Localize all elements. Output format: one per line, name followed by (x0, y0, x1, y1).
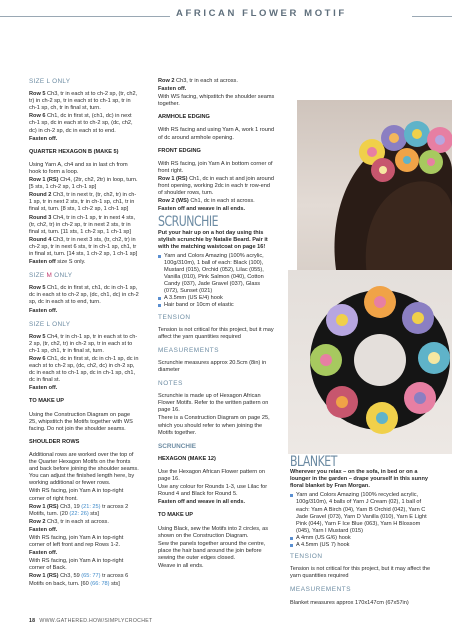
paragraph: Using the Construction Diagram on page 25, whipstitch the Motifs together with WS facing. Do not join the shoulder seams. (29, 411, 133, 432)
paragraph: Row 6 Ch1, dc in first st, (ch1, dc) in next ch-1 sp, dc in each st to ch-2 sp, (dc, ch2, dc) in ch-2 sp, dc in each st to end. (29, 113, 133, 134)
fasten-off-text: Fasten off. (29, 135, 58, 142)
section-heading: TO MAKE UP (29, 398, 65, 405)
paragraph: Row 5 Ch4, tr in ch-1 sp, tr in each st to ch-2 sp, (tr, ch2, tr) in ch-2 sp, tr in each st to ch-1 sp, ch1, tr in final st, turn. (29, 333, 138, 354)
size-heading: SIZE M ONLY (29, 272, 73, 280)
fasten-off-text: Fasten off. (29, 526, 58, 533)
fasten-off-text: Fasten off and weave in all ends. (158, 499, 246, 506)
paragraph: Using Black, sew the Motifs into 2 circles, as shown on the Construction Diagram. (158, 525, 269, 539)
paragraph: Tension is not critical for this project, but it may affect the yarn quantities required (158, 326, 274, 340)
paragraph: Row 2 Ch3, tr in each st across. (29, 518, 109, 525)
intro-text: Wherever you relax – on the sofa, in bed or on a lounger in the garden – drape yourself in this sunny floral blanket by Fran Morgan. (290, 469, 429, 490)
measurements-heading: MEASUREMENTS (158, 346, 220, 354)
size-heading: SIZE L ONLY (29, 320, 71, 328)
paragraph: With RS facing, join Yarn A in bottom corner of front right. (158, 160, 273, 174)
paragraph: Tension is not critical for this project, but it may affect the yarn quantities required (290, 566, 431, 580)
section-heading: ARMHOLE EDGING (158, 114, 210, 121)
paragraph: Row 2 (WS) Ch1, dc in each st across. (158, 198, 255, 205)
paragraph: Row 2 Ch3, tr in each st across. (158, 78, 238, 84)
header-rule-right (412, 16, 452, 17)
materials-list (290, 492, 432, 549)
list-item: Yarn and Colors Amazing (100% acrylic, 100g/310m), 1 ball of each: Black (100), Mustard (015), Orchid (052), Lilac (055), Vanilla (010), Pink Salmon (040), Cotton Candy (037), Jade Gravel (037), Glass (072), Sunset (021) (158, 253, 276, 296)
paragraph: Sew the panels together around the centre, place the hair band around the join before sewing the outer edges closed. (158, 540, 266, 561)
fasten-off-text: Fasten off. (29, 385, 58, 392)
blanket-title: BLANKET (290, 454, 337, 470)
paragraph: Row 1 (RS) Ch3, 19 (21: 25) tr across 2 Motifs, turn. (20 (22: 26) sts] (29, 503, 129, 517)
scrunchie-photo-flat (288, 270, 452, 454)
list-item: A 4.5mm (US 7) hook (290, 542, 432, 549)
section-heading: TO MAKE UP (158, 512, 194, 519)
paragraph: There is a Construction Diagram on page 25, which you should refer to when joining the Motifs together. (158, 415, 270, 436)
paragraph: Round 2 Ch3, tr in next tr, (tr, ch2, tr) in ch-1 sp, tr in next 2 sts, tr in ch-1 sp, ch1, tr in final st, turn. [8 sts, 1 ch-2 sp, 1 ch-1 sp] (29, 192, 137, 213)
section-heading: SHOULDER ROWS (29, 438, 80, 445)
footer-url: WWW.GATHERED.HOW/SIMPLYCROCHET (39, 618, 153, 624)
section-heading: HEXAGON (MAKE 12) (158, 455, 216, 462)
fasten-off-text: Fasten off. (158, 86, 187, 93)
hair-illustration (297, 100, 452, 276)
measurements-heading: MEASUREMENTS (290, 586, 352, 594)
materials-list (158, 253, 276, 310)
paragraph: Row 5 Ch1, dc in first st, ch1, dc in ch-1 sp, dc in each st to ch-2 sp, (dc, ch1, dc) in ch-2 sp, dc in each st to end, turn. (29, 285, 139, 306)
page-title: AFRICAN FLOWER MOTIF (176, 8, 347, 19)
paragraph: Round 3 Ch4, tr in ch-1 sp, tr in next 4 sts, (tr, ch2, tr) in ch-2 sp, tr in next 2 sts, tr in final st, turn. [11 sts, 1 ch-2 sp, 1 ch-1 sp] (29, 214, 136, 235)
paragraph: With RS facing, join Yarn A in top-right corner of right front. (29, 488, 124, 502)
list-item: Yarn and Colors Amazing (100% recycled acrylic, 100g/310m), 4 balls of Yarn J Cream (02), 1 ball of each: Yarn A Birch (04), Yarn B Orchid (042), Yarn C Jade Gravel (073), Yarn D Vanilla (010), Yarn E Light Pink (044), Yarn F Ice Blue (063), Yarn H Blossom (045), Yarn I Mustard (015) (290, 492, 432, 535)
paragraph: Scrunchie is made up of Hexagon African Flower Motifs. Refer to the written pattern on page 16. (158, 393, 269, 414)
page-number: 18 (29, 618, 36, 624)
paragraph: Using Yarn A, ch4 and ss in last ch from hook to form a loop. (29, 161, 128, 175)
column-1 (29, 78, 139, 589)
paragraph: Row 6 Ch1, dc in first st, dc in ch-1 sp, dc in each st to ch-2 sp, (dc, ch2, dc) in ch-2 sp, dc in each st to ch-1 sp, dc in ch-1 sp, ch1, dc in final st. (29, 356, 139, 384)
column-3 (290, 454, 432, 613)
scrunchie-illustration (288, 270, 452, 454)
section-heading: FRONT EDGING (158, 147, 201, 154)
list-item: A 3.5mm (US E/4) hook (158, 295, 276, 302)
fasten-off-text: Fasten off and weave in all ends. (158, 206, 246, 213)
paragraph: Blanket measures approx 170x147cm (67x57in) (290, 599, 409, 606)
paragraph: Scrunchie measures approx 20.5cm (8in) in diameter (158, 359, 267, 373)
paragraph: With RS facing and using Yarn A, work 1 round of dc around armhole opening. (158, 127, 275, 141)
scrunchie-title: SCRUNCHIE (158, 214, 219, 231)
paragraph: Round 4 Ch3, tr in next 3 sts, (tr, ch2, tr) in ch-2 sp, tr in next 6 sts, tr in ch-1 sp, ch1, tr in final st, turn. [14 sts, 1 ch-2 sp, 1 ch-1 sp] (29, 236, 138, 257)
paragraph: With WS facing, whipstitch the shoulder seams together. (158, 94, 275, 108)
notes-heading: NOTES (158, 380, 184, 388)
paragraph: Row 1 (RS) Ch1, dc in each st and join around front opening, working 2dc in each tr row-end of shoulder rows, turn. (158, 175, 274, 197)
fasten-off-text: Fasten off. (29, 307, 58, 314)
size-heading: SIZE L ONLY (29, 78, 71, 85)
tension-heading: TENSION (158, 313, 191, 321)
paragraph: Use any colour for Rounds 1-3, use Lilac for Round 4 and Black for Round 5. (158, 484, 268, 498)
paragraph: Use the Hexagon African Flower pattern on page 16. (158, 468, 265, 483)
page-footer (29, 618, 153, 624)
paragraph: Weave in all ends. (158, 562, 204, 569)
paragraph: Row 1 (RS) Ch4, (2tr, ch2, 2tr) in loop, turn. [5 sts, 1 ch-2 sp, 1 ch-1 sp] (29, 177, 138, 191)
list-item: Hair band or 10cm of elastic (158, 302, 276, 309)
paragraph: Additional rows are worked over the top of the Quarter Hexagon Motifs on the fronts and back before joining the shoulder seams. You can adjust the finished length here, by working additional or fewer rows. (29, 451, 139, 487)
column-2 (158, 78, 276, 571)
fasten-off-text: Fasten off. (29, 550, 58, 557)
tension-heading: TENSION (290, 553, 323, 561)
list-item: A 4mm (US G/6) hook (290, 535, 432, 542)
paragraph: With RS facing, join Yarn A in top-right corner of Back. (29, 558, 124, 572)
header-rule-left (0, 16, 170, 17)
paragraph: Row 1 (RS) Ch3, 59 (65: 77) tr across 6 Motifs on back, turn. [60 (66: 78) sts] (29, 573, 129, 587)
scrunchie-photo-model (297, 100, 452, 276)
intro-text: Put your hair up on a hot day using this stylish scrunchie by Natalie Beard. Pair it with the matching waistcoat on page 16! (158, 229, 268, 250)
paragraph: Fasten off size S only. (29, 259, 86, 266)
paragraph: With RS facing, join Yarn A in top-right corner of left front and rep Rows 1-2. (29, 534, 124, 549)
section-heading: SCRUNCHIE (158, 442, 196, 450)
paragraph: Row 5 Ch3, tr in each st to ch-2 sp, (tr, ch2, tr) in ch-2 sp, tr in each st to ch-1 sp, tr in ch-1 sp, ch, tr in final st, turn. (29, 91, 138, 112)
section-heading: QUARTER HEXAGON B (MAKE 5) (29, 148, 119, 155)
page-header (0, 0, 452, 40)
